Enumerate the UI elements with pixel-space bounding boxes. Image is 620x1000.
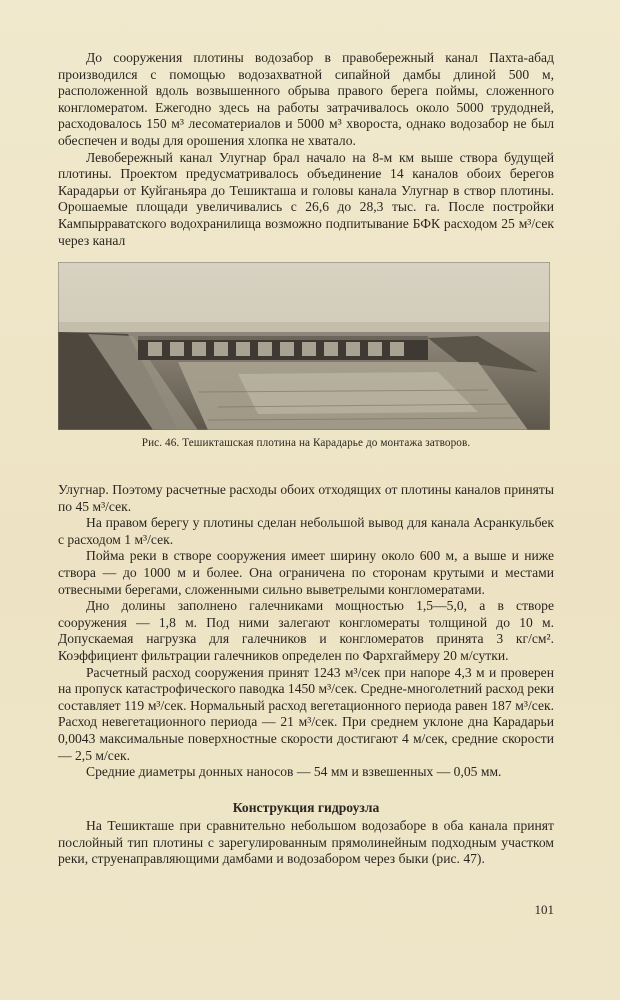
page-number: 101 [534,902,554,917]
paragraph: Расчетный расход сооружения принят 1243 м³/сек при напоре 4,3 м и проверен на пропуск катастрофического паводка 1450 м³/сек. Средне-многолетний расход реки составляет 119 м³/сек. Нормальный расход вегетационного периода равен 187 м³/сек. Расход невегетационного периода — 21 м³/сек. При среднем уклоне дна Карадарьи 0,0043 максимальные поверхностные скорости достигают 4 м/сек, средние скорости — 2,5 м/сек. [58,664,554,763]
figure-caption: Рис. 46. Тешикташская плотина на Карадарье до монтажа затворов. [141,437,471,449]
text-block-top [58,50,554,249]
paragraph: Пойма реки в створе сооружения имеет ширину около 600 м, а выше и ниже створа — до 1000 м и более. Она ограничена по сторонам крутыми и местами отвесными берегами, сложенными сильно выветрелыми конгломератами. [58,548,554,597]
paragraph: Левобережный канал Улугнар брал начало на 8-м км выше створа будущей плотины. Проектом предусматривалось объединение 14 каналов обоих берегов Карадарьи от Куйганьяра до Тешикташа и головы канала Улугнар в створ плотины. Орошаемые площади увеличивались с 26,6 до 28,3 тыс. га. После постройки Кампырраватского водохранилища возможно подпитывание БФК расходом 25 м³/сек через канал [58,149,554,248]
paragraph: Средние диаметры донных наносов — 54 мм и взвешенных — 0,05 мм. [86,764,502,780]
paragraph: Улугнар. Поэтому расчетные расходы обоих отходящих от плотины каналов приняты по 45 м³/сек. [58,482,554,514]
paragraph: Дно долины заполнено галечниками мощностью 1,5—5,0, а в створе сооружения — 1,8 м. Под ними залегают конгломераты толщиной до 10 м. Допускаемая нагрузка для галечников и конгломератов принята 3 кг/см². Коэффициент фильтрации галечников определен по Фархгаймеру 20 м/сутки. [58,598,554,663]
paragraph: До сооружения плотины водозабор в правобережный канал Пахта-абад производился с помощью водозахватной сипайной дамбы длиной 500 м, расположенной вдоль возвышенного обрыва правого берега поймы, сложенного конгломератом. Ежегодно здесь на работы затрачивалось около 5000 трудодней, расходовалось 150 м³ лесоматериалов и 5000 м³ хвороста, однако водозабор не был обеспечен и воды для орошения хлопка не хватало. [58,50,554,148]
text-block-after-heading [58,818,554,868]
section-heading: Конструкция гидроузла [232,800,380,815]
figure-photo [58,262,550,430]
text-block-bottom [58,482,554,781]
paragraph: На правом берегу у плотины сделан небольшой вывод для канала Асранкульбек с расходом 1 м³/сек. [58,515,554,547]
paragraph: На Тешикташе при сравнительно небольшом водозаборе в оба канала принят послойный тип плотины с зарегулированным прямолинейным подходным участком реки, струенаправляющими дамбами и водозабором через быки (рис. 47). [58,818,554,867]
